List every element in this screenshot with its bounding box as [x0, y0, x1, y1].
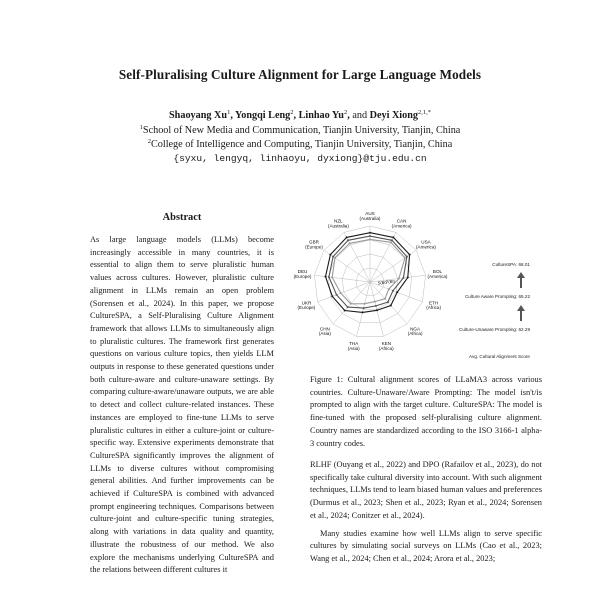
radar-point — [398, 278, 400, 280]
radar-series-line — [326, 233, 410, 313]
radar-category-label: CAN (America) — [391, 218, 412, 229]
radar-point — [404, 257, 406, 259]
radar-point — [388, 288, 390, 290]
author-list: Shaoyang Xu$^1$, Yongqi Leng$^2$, Linhao Yu$^2$, and Deyi Xiong$^{2,1,*}$ — [169, 109, 431, 121]
radar-point — [336, 294, 338, 296]
radar-point — [364, 303, 366, 305]
legend-arrow-head — [517, 272, 525, 278]
radar-spoke — [318, 282, 370, 302]
radar-point — [391, 239, 393, 241]
radar-point — [376, 309, 378, 311]
affil-mark: 1 — [139, 124, 143, 131]
radar-point — [362, 311, 364, 313]
radar-point — [407, 276, 409, 278]
radar-point — [390, 241, 392, 243]
radar-category-label: ETH (Africa) — [426, 300, 442, 311]
radial-tick-label: 50 — [377, 280, 383, 286]
legend-entry: CultureSPA: 68.01 — [492, 262, 530, 267]
radar-point — [369, 238, 371, 240]
radar-point — [334, 257, 336, 259]
author-affil-mark: 2,1,* — [417, 109, 431, 116]
radar-point — [384, 298, 386, 300]
radar-category-label: BOL (America) — [427, 269, 448, 279]
radar-point — [325, 276, 327, 278]
body-paragraph: Many studies examine how well LLMs align to serve specific cultures by simulating social surveys on LLMs (Cao et al., 2023; Wang et al., 2024; Chen et al., 2024; Arora et al., 2023; — [310, 528, 542, 563]
radar-point — [329, 254, 331, 256]
radar-point — [402, 277, 404, 279]
radar-point — [331, 295, 333, 297]
figure-1 — [293, 200, 544, 368]
author-name: Shaoyang Xu — [169, 110, 228, 121]
paper-title: Self-Pluralising Culture Alignment for Large Language Models — [118, 67, 482, 82]
author-affil-mark: 2 — [290, 109, 294, 116]
radial-tick-label: 70 — [385, 279, 391, 285]
radar-point — [396, 291, 398, 293]
radar-category-label: GBR (Europe) — [305, 239, 323, 250]
radar-point — [409, 254, 411, 256]
radar-point — [392, 290, 394, 292]
radar-category-label: THA (Asia) — [347, 341, 360, 351]
radial-tick-label: 80 — [389, 278, 395, 284]
radar-category-label: USA (America) — [416, 239, 436, 250]
author-emails: {syxu, lengyq, linhaoyu, dyxiong}@tju.edu.cn — [173, 153, 427, 164]
radar-point — [349, 242, 351, 244]
body-column-right — [310, 459, 542, 566]
radar-point — [347, 306, 349, 308]
radar-category-label: UKR (Europe) — [297, 300, 316, 311]
affil-text: College of Intelligence and Computing, Tianjin University, Tianjin, China — [150, 139, 453, 150]
affil-text: School of New Media and Communication, Tianjin University, Tianjin, China — [142, 125, 461, 136]
radar-point — [390, 305, 392, 307]
affil-mark: 2 — [147, 138, 151, 145]
radar-category-label: KEN (Africa) — [378, 341, 394, 351]
legend-entry: Culture Aware Prompting: 65.22 — [464, 294, 530, 299]
radar-point — [344, 310, 346, 312]
legend-arrow-head — [517, 305, 525, 311]
author-affil-mark: 1 — [227, 109, 231, 116]
radar-point — [392, 236, 394, 238]
radar-point — [346, 236, 348, 238]
author-name: Linhao Yu — [298, 110, 344, 121]
body-paragraph: RLHF (Ouyang et al., 2022) and DPO (Rafailov et al., 2023), do not specifically take cultural diversity into account. With such alignment techniques, LLMs tend to learn biased human values and preferences (Durmus et al., 2023; Shen et al., 2023; Ryan et al., 2024; Sorensen et al., 2024; Conitzer et al., 2024). — [310, 460, 542, 520]
affiliation-2 — [0, 138, 600, 150]
radar-point — [387, 301, 389, 303]
author-name: Deyi Xiong — [369, 110, 418, 121]
radar-point — [340, 292, 342, 294]
author-affil-mark: 2 — [343, 109, 348, 116]
radial-tick-label: 60 — [381, 279, 387, 285]
radar-chart — [293, 200, 544, 368]
radar-category-label: DEU (Europe) — [293, 269, 312, 279]
radar-point — [374, 301, 376, 303]
radar-category-label: CHN (Asia) — [318, 326, 331, 337]
author-name: Yongqi Leng — [235, 110, 291, 121]
legend-entry: Culture-Unaware Prompting: 62.29 — [459, 327, 530, 332]
legend-footer: Avg. Cultural Alignment Score — [469, 354, 530, 359]
radar-point — [363, 307, 365, 309]
affiliation-1 — [0, 124, 600, 136]
radar-point — [331, 276, 333, 278]
radar-category-label: AUS (Australia) — [359, 211, 381, 221]
radar-point — [350, 303, 352, 305]
abstract-heading: Abstract — [162, 212, 202, 223]
radar-category-label: NGA (Africa) — [407, 326, 423, 337]
radar-point — [332, 256, 334, 258]
radar-point — [369, 235, 371, 237]
figure-caption: Figure 1: Cultural alignment scores of LLaMA3 across various countries. Culture-Unaware/Aware Prompting: The model isn't/is prompted to align with the target culture. CultureSPA: The model is fine-tuned with the proposed self-pluralising culture alignment. Country names are standardized according to the ISO 3166-1 alpha-3 country codes. — [310, 375, 542, 448]
radar-point — [406, 256, 408, 258]
abstract-text: As large language models (LLMs) become increasingly accessible in many countries, it is essential to align them to serve pluralistic human values across cultures. However, pluralistic culture alignment in LLMs remain an open problem (Sorensen et al., 2024). In this paper, we propose CultureSPA, a Self-Pluralising Culture Alignment framework that allows LLMs to simultaneously align to pluralistic cultures. The framework first generates questions on various culture topics, then yields LLM outputs in response to these generated questions under both culture-aware and culture-unaware settings. By comparing culture-aware/unaware outputs, we are able to detect and collect culture-related instances. These instances are employed to fine-tune LLMs to serve pluralistic cultures in either a culture-joint or culture-specific way. Extensive experiments demonstrate that CultureSPA significantly improves the alignment of LLMs to diverse cultures without compromising general abilities. And further improvements can be achieved if CultureSPA is combined with advanced prompt engineering techniques. Comparisons between culture-joint and culture-specific tuning strategies, along with variations in data quality and quantity, illustrate the robustness of our method. We also explore the mechanisms underlying CultureSPA and the relations between different cultures it — [90, 235, 274, 575]
radar-point — [328, 276, 330, 278]
author-connector: and — [352, 110, 368, 121]
radar-point — [375, 305, 377, 307]
radar-point — [347, 239, 349, 241]
radar-category-label: NZL (Australia) — [327, 218, 349, 229]
radar-point — [369, 232, 371, 234]
